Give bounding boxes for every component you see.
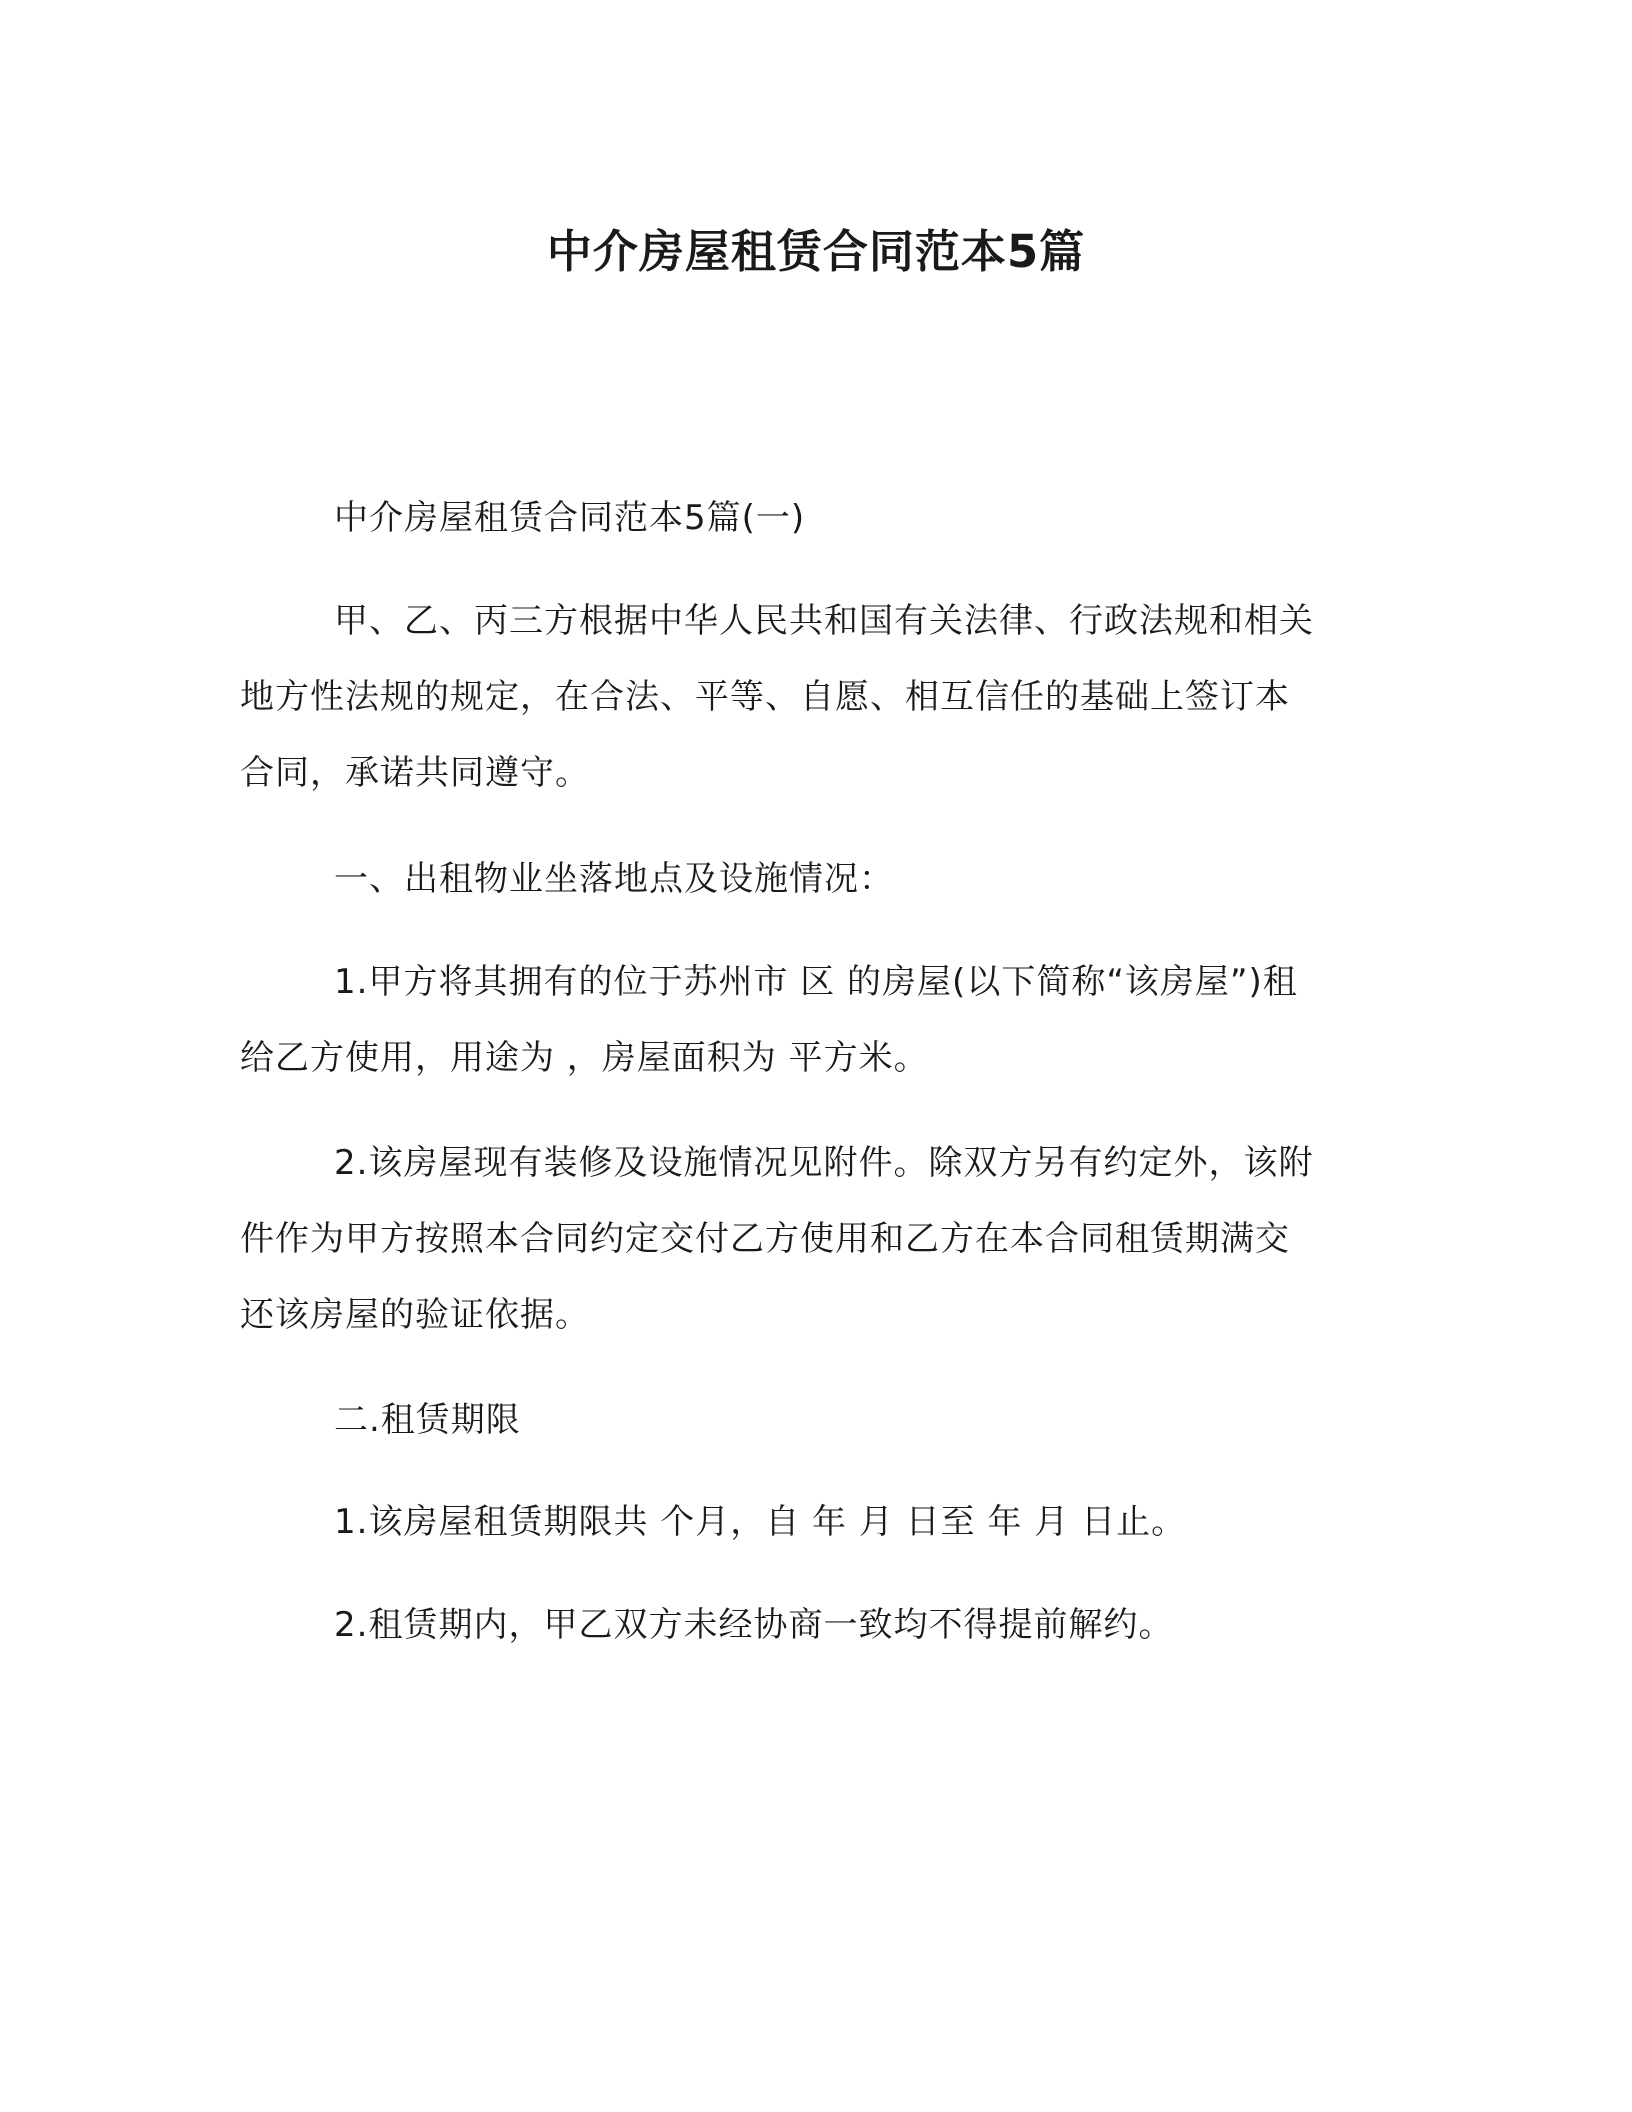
paragraph-line: 2.该房屋现有装修及设施情况见附件。除双方另有约定外，该附 (334, 1143, 1314, 1183)
clause-heading: 一、出租物业坐落地点及设施情况： (334, 859, 894, 899)
document-title: 中介房屋租赁合同范本5篇 (546, 225, 1086, 278)
paragraph-line: 1.甲方将其拥有的位于苏州市 区 的房屋(以下简称“该房屋”)租 (334, 962, 1298, 1002)
paragraph-line: 件作为甲方按照本合同约定交付乙方使用和乙方在本合同租赁期满交 (240, 1219, 1290, 1259)
paragraph-line: 还该房屋的验证依据。 (240, 1295, 590, 1335)
paragraph-line: 甲、乙、丙三方根据中华人民共和国有关法律、行政法规和相关 (334, 601, 1314, 641)
clause-heading: 二.租赁期限 (334, 1400, 521, 1440)
paragraph-line: 2.租赁期内，甲乙双方未经协商一致均不得提前解约。 (334, 1605, 1174, 1645)
paragraph-line: 1.该房屋租赁期限共 个月，自 年 月 日至 年 月 日止。 (334, 1502, 1187, 1542)
paragraph-line: 合同，承诺共同遵守。 (240, 753, 590, 793)
paragraph-line: 给乙方使用，用途为 ，房屋面积为 平方米。 (240, 1038, 929, 1078)
section-heading: 中介房屋租赁合同范本5篇(一) (334, 498, 806, 538)
paragraph-line: 地方性法规的规定，在合法、平等、自愿、相互信任的基础上签订本 (240, 677, 1290, 717)
